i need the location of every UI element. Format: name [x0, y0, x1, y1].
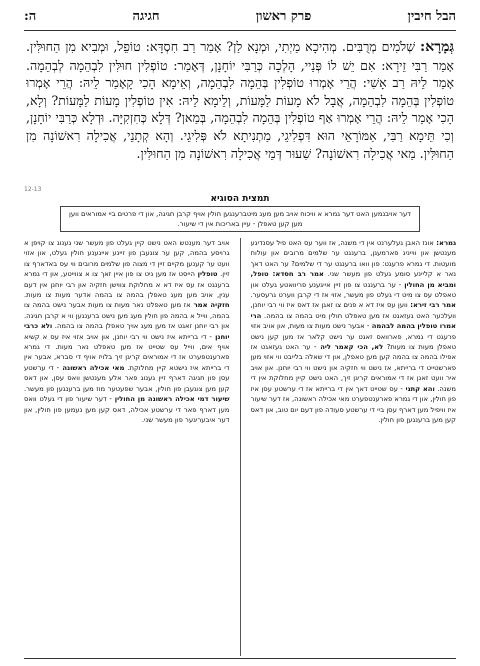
- commentary-text: - דער שיעור פון די געלט וואס מען דארף פאר די ערשטע אכילה, דאס קען מען נעמען פון חולין, און דער איבעריגער פון מעשר שני.: [24, 395, 230, 424]
- commentary-heading: ולא כרבי יוחנן: [24, 322, 230, 341]
- section-title: תמצית הסוגיא: [210, 194, 270, 204]
- commentary-text: אויב דער מענטש האט נישט קיין געלט פון מעשר שני גענוג צו קויפן א גרויסע בהמה, קען ער צוגעבן פון זיינע אייגענע חולין געלט, און אזוי וועט ער קענען מקיים זיין די מצוה פון שלמים מרובים ווי עס באדארף צו זיין.: [24, 239, 230, 279]
- commentary-heading: הרי אמרו טופלין בהמה לבהמה: [250, 311, 456, 331]
- commentary-heading: מאי אכילה ראשונה: [59, 363, 125, 372]
- commentary-column-right: [251, 238, 457, 656]
- commentary-column-left: [24, 238, 230, 656]
- commentary-text: - די ברייתא איז נישט ווי רבי יוחנן, און אויב אזוי איז עס א קשיא אויף אים, ווייל עס שטייט אז מען טאפלט נאר מעות. די גמרא פארענטפערט אז די אמוראים קריגן זיך בלויז אויף די סברא, אבער אין די ברייתא איז נישטא קיין מחלוקת.: [24, 332, 230, 372]
- gemara-lead-word: גְּמָרָא:: [420, 39, 454, 55]
- page-number: ה:: [24, 9, 37, 24]
- commentary-columns: [24, 238, 456, 656]
- commentary-text: אונז האבן געלערנט אין די משנה, אז ווער עס האט פיל עסנדיגע מענטשן און ווייניג פארמעגן, ברענגט ער שלמים מרובים און עולות מועטות. די גמרא פרעגט: פון וואו ברענגט ער די שלמים? ער האט דאך נאר א קליינע סומע געלט פון מעשר שני.: [250, 239, 456, 279]
- commentary-text: - די ערשטע עסן פון חגיגה דארף זיין גענוג פאר אלע מענטשן וואס עסן, און דאס קען מען צוגעבן פון חולין, אבער שפעטער מוז מען ברענגען פון מעשר.: [24, 363, 230, 393]
- gemara-text-block: [26, 38, 454, 162]
- commentary-text: - ער ברענגט צו פון זיין אייגענע פריוואטע געלט און טאפלט עס צו מיט די געלט פון מעשר, אזוי אז די קרבן ווערט גרעסער.: [250, 280, 456, 300]
- commentary-heading: לא, הכי קאמר ליה: [316, 343, 384, 352]
- commentary-text: אז מען טאפלט נאר מעות צו מעות אבער נישט בהמה צו בהמה, ווייל א בהמה פון חולין מעג מען נישט ברענגען ווי א קרבן חגיגה. און רבי יוחנן זאגט אז מען מעג אויך טאפלן בהמה צו בהמה.: [24, 301, 230, 331]
- header-tractate-label: חגיגה: [132, 9, 160, 24]
- column-divider: [240, 238, 241, 656]
- commentary-heading: גמרא:: [433, 239, 456, 247]
- commentary-heading: אמר רב חסדא: טופל, ומביא מן החולין: [250, 270, 456, 289]
- commentary-text: ווען עס איז דא א פנים צו זאגן אז דאס איז ווי רבי יוחנן, וועלכער האט געזאגט אז מען טאפלט חולין מיט בהמה צו בהמה.: [250, 301, 456, 320]
- gemara-body: שְׁלֹמִים מְרֻבִּים. מְהִיכָא מַיְתִי, וּמְנָא לַן? אָמַר רַב חִסְדָּא: טוֹפֵל, וּמְבִיא מִן הַחוּלִּין. אָמַר רַבִּי זֵירָא: אִם יֵשׁ לוֹ פְּנַיי, הָלְכָה כְּרַבִּי יוֹחָנָן, דְּאָמַר: טוֹפְלִין חוּלִּין לִבְהֵמָה לְבְהֵמָה. אָמַר לֵיהּ רַב אָשִׁי: הֲרֵי אָמְרוּ טוֹפְלִין בְּהֵמָה לִבְהֵמָה, וְאֵימָא הָכִי קָאָמַר לֵיהּ: הֲרֵי אָמְרוּ טוֹפְלִין בְּהֵמָה לִבְהֵמָה, אֲבָל לֹא מָעוֹת לַמָּעוֹת, וְלֵימָא לֵיהּ: אִין טוֹפְלִין מָעוֹת לַמָּעוֹת? וְלָא, הָכִי אָמַר לֵיהּ: הֲרֵי אָמְרוּ אַף טוֹפְלִין בְּהֵמָה לִבְהֵמָה, בְּמַאן? דְּלָא כְּחִזְקִיָּה. וּדְלָא כְּרַבִּי יוֹחָנָן, וְכִי תֵּימָא רַבִּי, אַמּוֹרָאֵי הוּא דִּפְלִיגֵי, מַתְנִיתָא לֹא פְּלִיגֵי. וְהָא קְתָנֵי, אֲכִילָה רִאשׁוֹנָה מִן הַחוּלִּין. מַאי אֲכִילָה רִאשׁוֹנָה? שִׁעוּר דְּמֵי אֲכִילָה רִאשׁוֹנָה מִן הַחוּלִּין.: [26, 39, 454, 161]
- commentary-heading: חזקיה אמר: [190, 301, 230, 310]
- commentary-text: - ער האט געזאגט אז אפילו בהמה צו בהמה קען מען טאפלן, און די שאלה בלייבט ווי אזוי מען פארשטייט די ברייתא, אז נישט ווי חזקיה און נישט ווי רבי יוחנן. און אויב איר וועט זאגן אז די אמוראים קריגן זיך, האט נישט קיין מחלוקת אין די משנה.: [250, 343, 456, 393]
- summary-box: דער אויבנמען האט דער גמרא א וויכוח אויב מען מעג מיטברענגען חולין אויף קרבן חגיגה, און די פרטים ביי אמוראים ווען מען קען טאפלן - עיין באריכות אין די שיעור.: [60, 206, 420, 232]
- commentary-heading: טופלין: [194, 270, 218, 279]
- commentary-text: - אבער נישט מעות צו מעות, און אויב אזוי פרעגט די גמרא, פארוואס זאגט ער נישט קלאר אז מען קען נישט טאפלן מעות צו מעות?: [250, 322, 456, 352]
- footer-rule: [24, 658, 456, 659]
- commentary-heading: שיעור דמי אכילה ראשונה מן החולין: [111, 395, 230, 404]
- header-right-label: הבל חיבין: [407, 9, 456, 24]
- running-header: [24, 6, 456, 26]
- small-marker: 12-13: [24, 186, 42, 193]
- commentary-heading: והא קתני: [402, 384, 435, 393]
- commentary-text: הייסט אז מען גיט צו פון איין זאך צו א צווייטע, און די גמרא ברענגט אז עס איז דא א מחלוקת צווישן חזקיה און רבי יוחנן אין דעם ענין, אויב מען מעג טאפלן בהמה צו בהמה אדער מעות צו מעות.: [24, 270, 230, 300]
- commentary-text: - עס שטייט דאך אין די ברייתא אז די ערשטע עסן איז פון חולין, און די גמרא פארענטפערט מאי אכילה ראשונה, אז דער שיעור איז וויפיל מען דארף עסן ביי די ערשטע סעודה פון דעם יום טוב, און דאס קען מען ברענגען פון חולין.: [250, 384, 456, 424]
- commentary-heading: אמר רבי זירא:: [407, 301, 456, 310]
- header-rule: [24, 30, 456, 31]
- header-center-label: פרק ראשון: [255, 9, 312, 24]
